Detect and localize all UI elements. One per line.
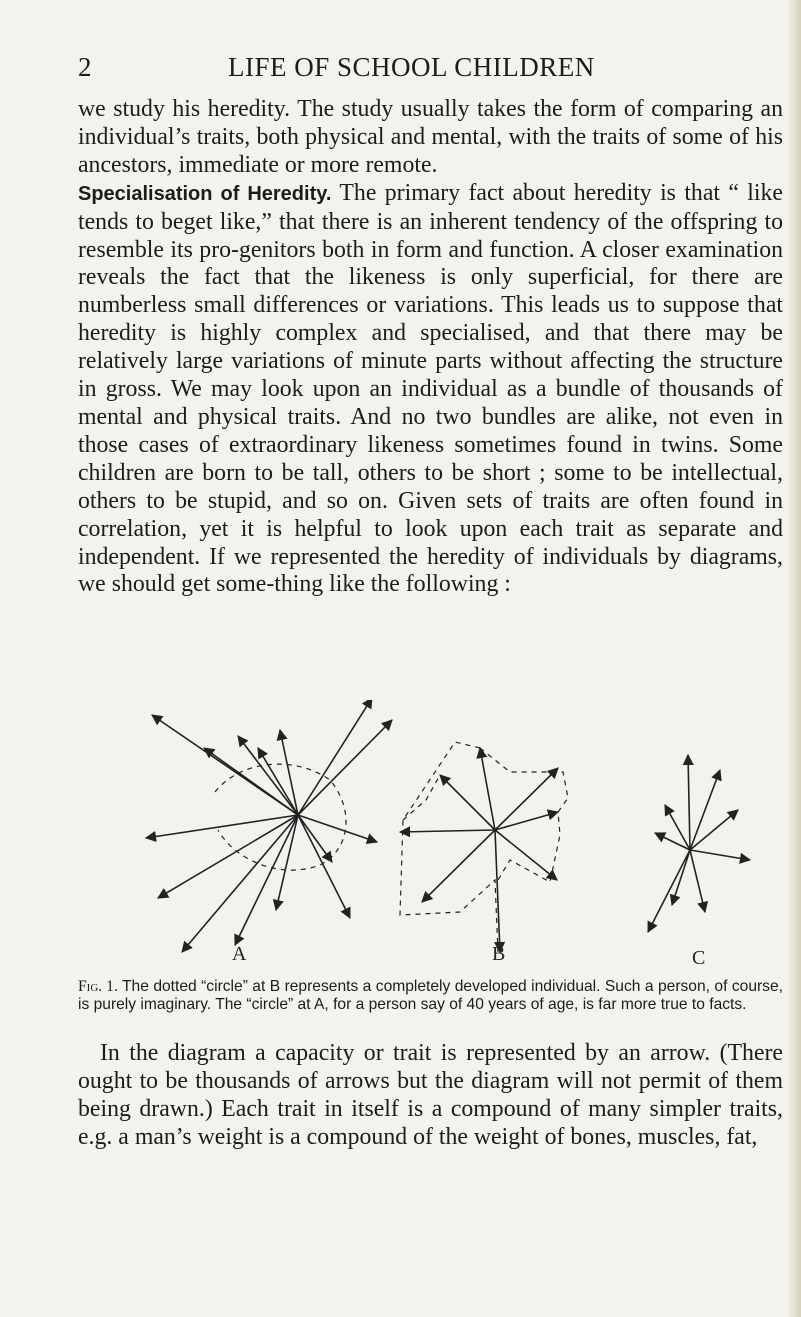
diagram-a-label: A bbox=[232, 943, 247, 965]
page-header bbox=[0, 52, 801, 92]
figure-number: Fig. 1. bbox=[78, 978, 118, 995]
diagram-b bbox=[400, 742, 568, 952]
arrow-diagrams bbox=[120, 700, 780, 970]
paragraph-specialisation bbox=[78, 180, 783, 600]
paragraph-intro: we study his heredity. The study usually takes the form of comparing an individual’s traits, both physical and mental, with the traits of some of his ancestors, immediate or more remote. bbox=[78, 96, 783, 178]
page-number: 2 bbox=[78, 52, 92, 82]
figure-heredity-diagrams bbox=[120, 700, 780, 970]
diagram-c-label: C bbox=[692, 947, 706, 969]
diagram-c bbox=[648, 755, 750, 932]
paragraph-arrows: In the diagram a capacity or trait is represented by an arrow. (There ought to be thousands of arrows but the diagram will not permit of them being drawn.) Each trait in itself is a compound of many simpler traits, e.g. a man’s weight is a compound of the weight of bones, muscles, fat, bbox=[78, 1040, 783, 1150]
body-text-continued bbox=[78, 1040, 783, 1152]
page-edge-shadow bbox=[787, 0, 801, 1317]
running-title: LIFE OF SCHOOL CHILDREN bbox=[228, 52, 595, 82]
body-text bbox=[78, 96, 783, 599]
diagram-b-label: B bbox=[492, 943, 506, 965]
figure-caption bbox=[78, 978, 783, 1014]
diagram-a bbox=[146, 700, 392, 952]
paragraph-specialisation-text: The primary fact about heredity is that “ like tends to beget like,” that there is an inherent tendency of the offspring to resemble its pro-genitors both in form and function. A closer examination reveals the fact that the likeness is only superficial, for there are numberless small differences or variations. This leads us to suppose that heredity is highly complex and specialised, and that there may be relatively large variations of minute parts without affecting the structure in gross. We may look upon an individual as a bundle of thousands of mental and physical traits. And no two bundles are alike, not even in those cases of extraordinary likeness sometimes found in twins. Some children are born to be tall, others to be short ; some to be intellectual, others to be stupid, and so on. Given sets of traits are often found in correlation, yet it is helpful to look upon each trait as separate and independent. If we represented the heredity of individuals by diagrams, we should get some-thing like the following : bbox=[78, 179, 783, 598]
section-sidehead: Specialisation of Heredity. bbox=[78, 182, 332, 205]
figure-caption-text: The dotted “circle” at B represents a completely developed individual. Such a person, of course, is purely imaginary. The “circle” at A, for a person say of 40 years of age, is far more true to facts. bbox=[78, 978, 783, 1013]
